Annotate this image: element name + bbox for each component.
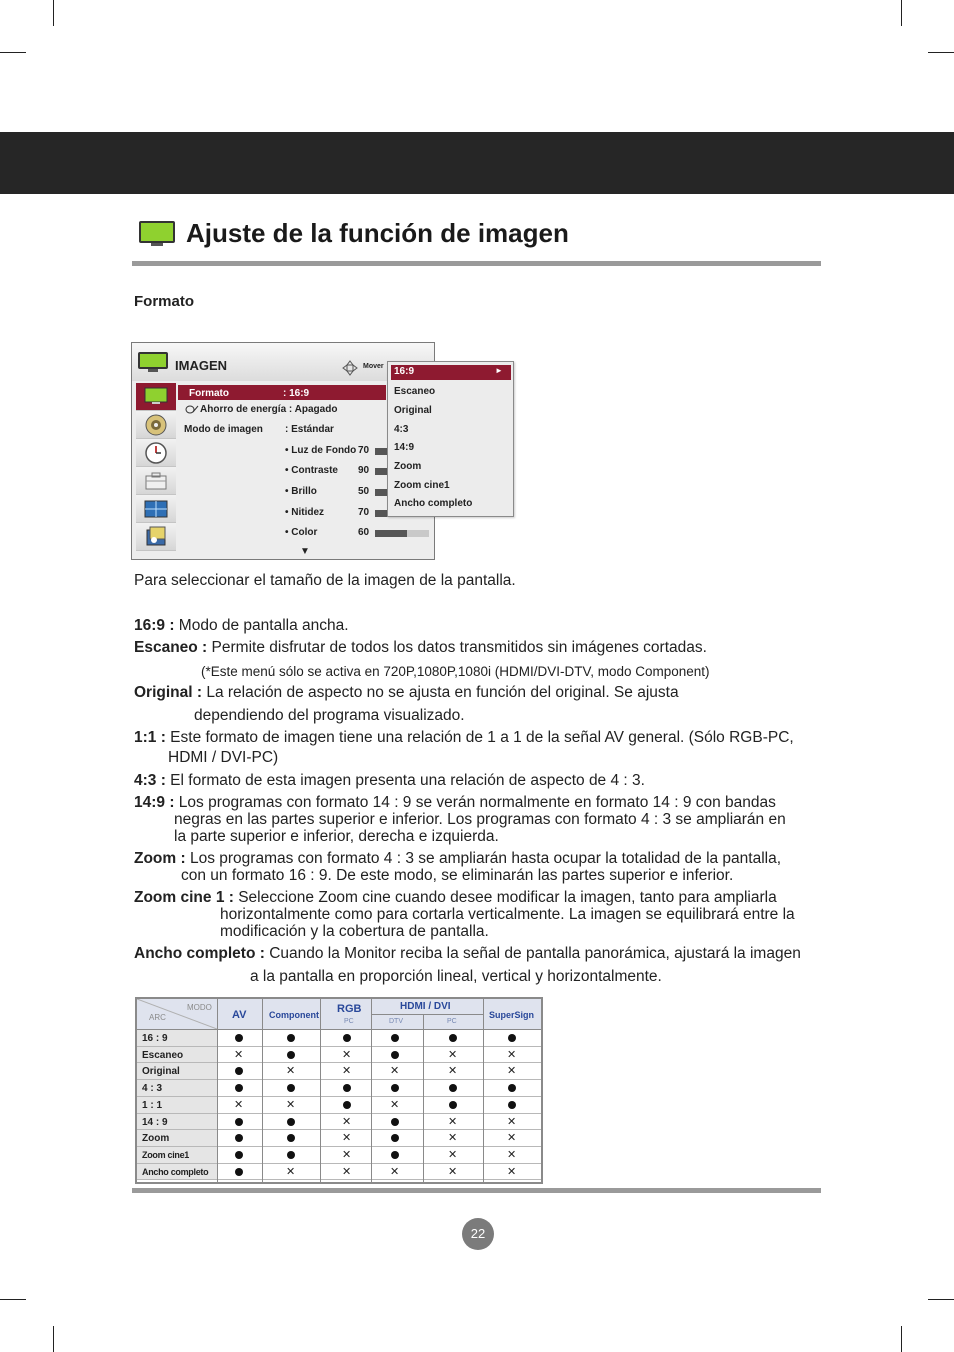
formato-label: Formato <box>189 388 229 399</box>
col-hdmi: HDMI / DVI <box>400 1001 451 1012</box>
category-media[interactable] <box>136 523 176 551</box>
row-label: Escaneo <box>142 1049 184 1061</box>
supported-dot <box>391 1134 399 1142</box>
term: 4:3 : <box>134 772 166 789</box>
definition: Permite disfrutar de todos los datos transmitidos sin imágenes cortadas. <box>207 639 707 656</box>
mover-label: Mover <box>363 363 384 370</box>
color-slider-fill <box>375 530 407 537</box>
def-1-1-cont: HDMI / DVI-PC) <box>168 749 279 766</box>
supported-dot <box>508 1101 516 1109</box>
supported-dot <box>449 1034 457 1042</box>
def-1-1 <box>134 729 794 747</box>
row-label: 4 : 3 <box>142 1083 163 1095</box>
col-hdmi-pc: PC <box>447 1018 457 1025</box>
supported-dot <box>449 1101 457 1109</box>
unsupported-cross: ✕ <box>286 1098 296 1111</box>
crop-mark <box>0 1299 26 1300</box>
unsupported-cross: ✕ <box>448 1165 458 1178</box>
supported-dot <box>287 1118 295 1126</box>
def-14-9 <box>134 794 776 812</box>
crop-mark <box>901 1326 902 1352</box>
term: 1:1 : <box>134 729 166 746</box>
supported-dot <box>235 1134 243 1142</box>
col-rgb: RGB <box>337 1003 362 1015</box>
section-heading: Formato <box>134 293 194 310</box>
crop-mark <box>928 52 954 53</box>
column-divider <box>423 1015 424 1182</box>
definition: Modo de pantalla ancha. <box>174 617 349 634</box>
supported-dot <box>391 1051 399 1059</box>
unsupported-cross: ✕ <box>390 1065 400 1078</box>
column-divider <box>262 999 263 1182</box>
column-divider <box>483 999 484 1182</box>
input-icon <box>144 498 168 520</box>
speaker-icon <box>144 414 168 436</box>
definition: La relación de aspecto no se ajusta en función del original. Se ajusta <box>202 684 679 701</box>
row-label: Ancho completo <box>142 1166 209 1177</box>
intro-text: Para seleccionar el tamaño de la imagen de la pantalla. <box>134 572 516 589</box>
supported-dot <box>235 1067 243 1075</box>
unsupported-cross: ✕ <box>507 1148 517 1161</box>
escaneo-note: (*Este menú sólo se activa en 720P,1080P,1080i (HDMI/DVI-DTV, modo Component) <box>201 664 710 679</box>
col-component: Component <box>269 1010 319 1020</box>
corner-arc: ARC <box>149 1013 166 1022</box>
definition: Este formato de imagen tiene una relación de 1 a 1 de la señal AV general. (Sólo RGB-PC, <box>165 729 794 746</box>
column-divider <box>371 999 372 1182</box>
brillo-value: 50 <box>358 486 370 497</box>
supported-dot <box>235 1084 243 1092</box>
term: Original : <box>134 684 203 701</box>
def-zoom-cine-cont: modificación y la cobertura de pantalla. <box>220 923 489 940</box>
row-label: 16 : 9 <box>142 1033 168 1044</box>
unsupported-cross: ✕ <box>342 1048 352 1061</box>
unsupported-cross: ✕ <box>342 1115 352 1128</box>
supported-dot <box>391 1034 399 1042</box>
term: Ancho completo : <box>134 945 265 962</box>
def-4-3 <box>134 772 645 790</box>
unsupported-cross: ✕ <box>390 1098 400 1111</box>
row-label: Original <box>142 1066 180 1078</box>
contraste-label[interactable]: • Contraste <box>285 465 338 476</box>
page-title: Ajuste de la función de imagen <box>186 218 569 248</box>
supported-dot <box>235 1151 243 1159</box>
unsupported-cross: ✕ <box>286 1165 296 1178</box>
supported-dot <box>235 1168 243 1176</box>
category-option[interactable] <box>136 467 176 495</box>
hdmi-sub-divider <box>371 1014 483 1015</box>
def-ancho <box>134 945 801 963</box>
brillo-label[interactable]: • Brillo <box>285 486 317 497</box>
ahorro-row[interactable]: Ahorro de energía : Apagado <box>200 404 338 415</box>
term: Zoom : <box>134 850 186 867</box>
definition: Los programas con formato 14 : 9 se verán normalmente en formato 14 : 9 con bandas <box>174 794 776 811</box>
modo-label[interactable]: Modo de imagen <box>184 424 263 435</box>
def-14-9-cont: la parte superior e inferior, derecha e izquierda. <box>174 828 499 845</box>
term: 16:9 : <box>134 617 175 634</box>
move-arrows-icon <box>342 360 358 376</box>
term: Zoom cine 1 : <box>134 889 234 906</box>
page-number: 22 <box>462 1218 494 1250</box>
def-zoom-cine-cont: horizontalmente como para cortarla verticalmente. La imagen se equilibrará entre la <box>220 906 795 923</box>
dropdown-item[interactable]: Zoom <box>394 461 422 472</box>
unsupported-cross: ✕ <box>234 1048 244 1061</box>
supported-dot <box>391 1084 399 1092</box>
modo-value: : Estándar <box>285 424 334 435</box>
row-label: 1 : 1 <box>142 1099 163 1111</box>
crop-mark <box>53 1326 54 1352</box>
col-supersign: SuperSign <box>489 1010 535 1020</box>
definition: El formato de esta imagen presenta una relación de aspecto de 4 : 3. <box>165 772 645 789</box>
luz-value: 70 <box>358 445 370 456</box>
dropdown-item[interactable]: 14:9 <box>394 442 415 453</box>
unsupported-cross: ✕ <box>342 1065 352 1078</box>
osd-category-list <box>136 383 176 555</box>
unsupported-cross: ✕ <box>342 1148 352 1161</box>
supported-dot <box>508 1084 516 1092</box>
contraste-value: 90 <box>358 465 370 476</box>
energy-icon <box>185 405 199 414</box>
dropdown-item[interactable]: Zoom cine1 <box>394 480 450 491</box>
def-zoom-cont: con un formato 16 : 9. De este modo, se eliminarán las partes superior e inferior. <box>181 867 734 884</box>
unsupported-cross: ✕ <box>507 1132 517 1145</box>
compatibility-table <box>135 997 543 1184</box>
unsupported-cross: ✕ <box>448 1048 458 1061</box>
monitor-icon <box>144 386 168 406</box>
header-band <box>0 132 954 194</box>
color-slider[interactable] <box>375 530 429 537</box>
supported-dot <box>287 1134 295 1142</box>
supported-dot <box>287 1034 295 1042</box>
row-label: Zoom <box>142 1133 170 1145</box>
supported-dot <box>391 1118 399 1126</box>
unsupported-cross: ✕ <box>448 1065 458 1078</box>
chevron-right-icon: ► <box>495 366 503 375</box>
nitidez-label[interactable]: • Nitidez <box>285 507 325 518</box>
formato-value: : 16:9 <box>283 388 310 399</box>
term: Escaneo : <box>134 639 208 656</box>
row-label: 14 : 9 <box>142 1116 168 1128</box>
unsupported-cross: ✕ <box>448 1115 458 1128</box>
col-rgb-pc: PC <box>344 1018 354 1025</box>
definition: Los programas con formato 4 : 3 se ampliarán hasta ocupar la totalidad de la pantalla, <box>185 850 782 867</box>
supported-dot <box>391 1151 399 1159</box>
dropdown-selected-label: 16:9 <box>394 366 415 377</box>
supported-dot <box>343 1084 351 1092</box>
supported-dot <box>287 1051 295 1059</box>
supported-dot <box>287 1084 295 1092</box>
luz-label[interactable]: • Luz de Fondo <box>285 445 357 456</box>
category-picture[interactable] <box>136 383 176 411</box>
def-escaneo <box>134 639 707 657</box>
def-zoom-cine <box>134 889 777 907</box>
supported-dot <box>343 1034 351 1042</box>
title-rule <box>132 261 821 266</box>
unsupported-cross: ✕ <box>507 1048 517 1061</box>
crop-mark <box>0 52 26 53</box>
supported-dot <box>343 1101 351 1109</box>
nitidez-value: 70 <box>358 507 370 518</box>
supported-dot <box>235 1034 243 1042</box>
color-label[interactable]: • Color <box>285 527 318 538</box>
supported-dot <box>235 1118 243 1126</box>
column-divider <box>217 999 218 1182</box>
unsupported-cross: ✕ <box>448 1148 458 1161</box>
crop-mark <box>901 0 902 26</box>
category-input[interactable] <box>136 495 176 523</box>
unsupported-cross: ✕ <box>342 1132 352 1145</box>
supported-dot <box>287 1151 295 1159</box>
unsupported-cross: ✕ <box>342 1165 352 1178</box>
unsupported-cross: ✕ <box>507 1115 517 1128</box>
crop-mark <box>53 0 54 26</box>
photo-icon <box>144 526 168 548</box>
definition: Seleccione Zoom cine cuando desee modificar la imagen, tanto para ampliarla <box>233 889 777 906</box>
format-dropdown <box>387 361 514 517</box>
term: 14:9 : <box>134 794 175 811</box>
monitor-icon <box>137 351 169 373</box>
definition: Cuando la Monitor reciba la señal de pantalla panorámica, ajustará la imagen <box>264 945 801 962</box>
col-av: AV <box>232 1009 247 1021</box>
unsupported-cross: ✕ <box>234 1098 244 1111</box>
col-hdmi-dtv: DTV <box>389 1018 403 1025</box>
dropdown-item[interactable]: Original <box>394 405 432 416</box>
corner-modo: MODO <box>187 1003 212 1012</box>
dropdown-item[interactable]: Escaneo <box>394 386 436 397</box>
def-zoom <box>134 850 781 868</box>
def-ancho-cont: a la pantalla en proporción lineal, vertical y horizontalmente. <box>250 968 662 985</box>
clock-icon <box>144 442 168 464</box>
def-14-9-cont: negras en las partes superior e inferior. Los programas con formato 4 : 3 se ampliarán en <box>174 811 786 828</box>
dropdown-item[interactable]: 4:3 <box>394 424 409 435</box>
unsupported-cross: ✕ <box>286 1065 296 1078</box>
color-value: 60 <box>358 527 370 538</box>
header-divider <box>137 1029 541 1030</box>
def-16-9 <box>134 617 349 635</box>
row-divider <box>137 1179 541 1180</box>
unsupported-cross: ✕ <box>507 1065 517 1078</box>
bottom-rule <box>132 1188 821 1193</box>
category-time[interactable] <box>136 439 176 467</box>
supported-dot <box>449 1084 457 1092</box>
column-divider <box>320 999 321 1182</box>
category-sound[interactable] <box>136 411 176 439</box>
toolbox-icon <box>144 470 168 492</box>
scroll-down-icon[interactable]: ▼ <box>300 546 310 557</box>
unsupported-cross: ✕ <box>448 1132 458 1145</box>
crop-mark <box>928 1299 954 1300</box>
def-original-cont: dependiendo del programa visualizado. <box>194 707 465 724</box>
def-original <box>134 684 679 702</box>
dropdown-item[interactable]: Ancho completo <box>394 498 473 509</box>
unsupported-cross: ✕ <box>507 1165 517 1178</box>
osd-title: IMAGEN <box>175 358 227 373</box>
unsupported-cross: ✕ <box>390 1165 400 1178</box>
monitor-icon <box>138 220 176 248</box>
row-label: Zoom cine1 <box>142 1149 190 1160</box>
supported-dot <box>508 1034 516 1042</box>
